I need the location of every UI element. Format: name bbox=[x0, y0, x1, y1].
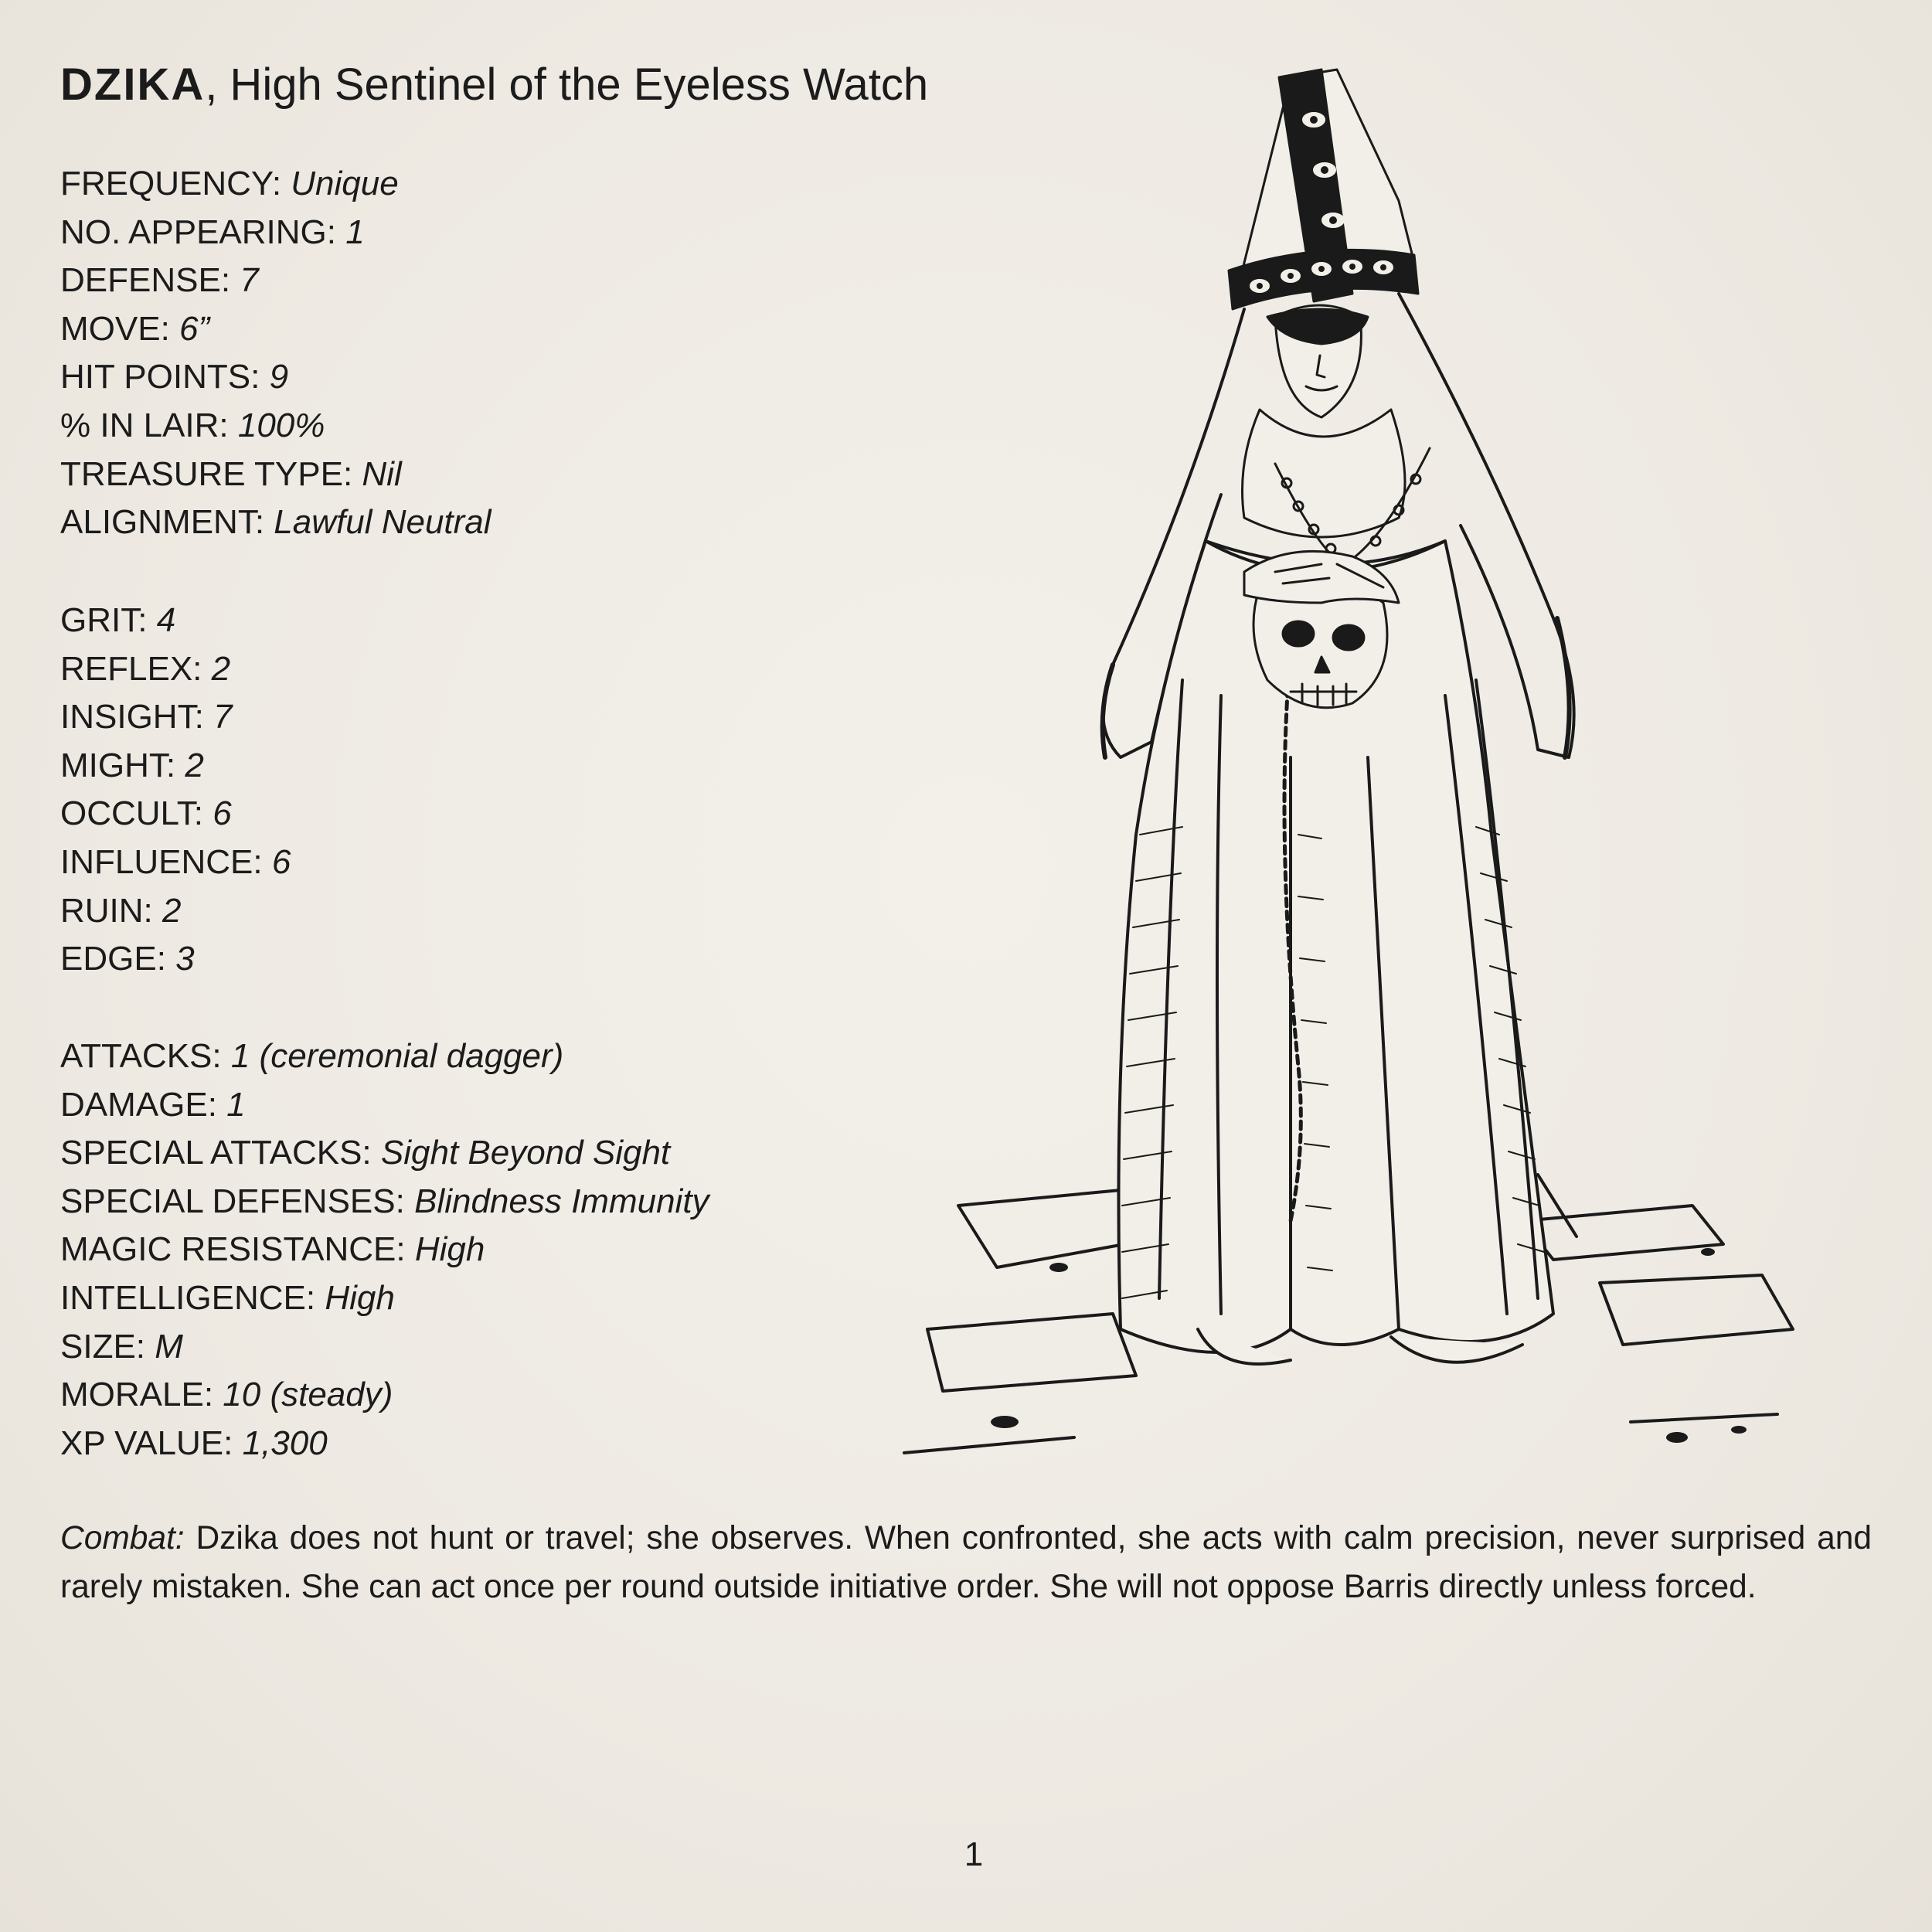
stat-row bbox=[60, 597, 988, 645]
page-number: 1 bbox=[964, 1835, 984, 1873]
stat-row bbox=[60, 498, 988, 547]
stat-value: 1 (ceremonial dagger) bbox=[230, 1037, 564, 1075]
stat-row bbox=[60, 1226, 988, 1274]
page-title bbox=[60, 54, 928, 116]
stat-row bbox=[60, 257, 988, 305]
stat-value: 6 bbox=[271, 842, 291, 881]
stat-row bbox=[60, 160, 988, 209]
stat-label: % IN LAIR: bbox=[60, 406, 238, 444]
stat-label: MOVE: bbox=[60, 309, 180, 348]
stat-label: TREASURE TYPE: bbox=[60, 454, 362, 493]
stat-value: 9 bbox=[269, 358, 289, 396]
stat-label: FREQUENCY: bbox=[60, 165, 291, 202]
stat-value: 100% bbox=[237, 406, 325, 444]
stat-row bbox=[60, 693, 988, 742]
stat-value: 4 bbox=[156, 601, 176, 639]
stat-value: 1 bbox=[226, 1085, 246, 1124]
stat-row bbox=[60, 451, 988, 499]
stat-value: Unique bbox=[291, 165, 399, 202]
stats-block-general bbox=[60, 160, 988, 547]
stat-row bbox=[60, 305, 988, 354]
stat-value: Lawful Neutral bbox=[274, 503, 492, 542]
face bbox=[1267, 305, 1368, 417]
stat-label: OCCULT: bbox=[60, 794, 213, 833]
stat-value: High bbox=[414, 1230, 485, 1269]
stat-row bbox=[60, 402, 988, 451]
stat-label: GRIT: bbox=[60, 601, 157, 639]
creature-name: DZIKA bbox=[60, 60, 206, 110]
stat-label: SPECIAL DEFENSES: bbox=[60, 1182, 415, 1220]
stat-label: REFLEX: bbox=[60, 649, 212, 688]
stat-value: 6” bbox=[179, 309, 210, 348]
stat-row bbox=[60, 935, 988, 984]
stat-row bbox=[60, 790, 988, 838]
stat-row bbox=[60, 1032, 988, 1081]
stat-label: MIGHT: bbox=[60, 746, 185, 784]
stat-label: ALIGNMENT: bbox=[60, 503, 274, 542]
stat-row bbox=[60, 645, 988, 694]
stat-value: 10 (steady) bbox=[223, 1376, 393, 1414]
stat-label: INFLUENCE: bbox=[60, 842, 272, 881]
stat-value: 7 bbox=[213, 698, 233, 736]
stat-value: M bbox=[155, 1327, 183, 1366]
stat-label: RUIN: bbox=[60, 891, 162, 930]
stats-block-combat bbox=[60, 1032, 988, 1468]
combat-description bbox=[60, 1515, 1872, 1611]
stat-row bbox=[60, 209, 988, 257]
creature-epithet: , High Sentinel of the Eyeless Watch bbox=[205, 60, 929, 110]
stat-label: MORALE: bbox=[60, 1376, 223, 1414]
stat-value: 1,300 bbox=[242, 1423, 328, 1462]
stat-value: 7 bbox=[240, 261, 259, 300]
wimple bbox=[1243, 410, 1406, 537]
stat-value: 2 bbox=[211, 649, 231, 688]
stat-label: SIZE: bbox=[60, 1327, 155, 1366]
stat-label: HIT POINTS: bbox=[60, 358, 270, 396]
stat-value: 6 bbox=[213, 794, 232, 833]
stat-row bbox=[60, 1081, 988, 1130]
stat-value: Nil bbox=[362, 454, 402, 493]
stat-label: DEFENSE: bbox=[60, 261, 240, 300]
stat-label: NO. APPEARING: bbox=[60, 213, 346, 251]
stat-row bbox=[60, 1420, 988, 1468]
stat-row bbox=[60, 1371, 988, 1420]
stat-row bbox=[60, 838, 988, 887]
stat-value: 2 bbox=[185, 746, 204, 784]
stat-row bbox=[60, 887, 988, 936]
stat-row bbox=[60, 1323, 988, 1372]
sentinel-illustration bbox=[858, 62, 1808, 1476]
stat-row bbox=[60, 1129, 988, 1178]
stat-label: EDGE: bbox=[60, 940, 176, 978]
stat-label: INSIGHT: bbox=[60, 698, 214, 736]
stat-row bbox=[60, 1178, 988, 1226]
stat-label: INTELLIGENCE: bbox=[60, 1278, 325, 1317]
stat-label: ATTACKS: bbox=[60, 1037, 231, 1075]
stat-row bbox=[60, 742, 988, 791]
stat-label: MAGIC RESISTANCE: bbox=[60, 1230, 415, 1269]
stat-value: High bbox=[325, 1278, 395, 1317]
stat-row bbox=[60, 1274, 988, 1323]
stat-row bbox=[60, 353, 988, 402]
stats-block-attributes bbox=[60, 597, 988, 984]
stat-label: XP VALUE: bbox=[60, 1423, 243, 1462]
stat-value: 3 bbox=[175, 940, 195, 978]
stat-value: 2 bbox=[162, 891, 182, 930]
stat-value: Blindness Immunity bbox=[414, 1182, 709, 1220]
combat-text: Dzika does not hunt or travel; she observes. When confronted, she acts with calm precision, never surprised and rarely mistaken. She can act once per round outside initiative order. She will not oppose Barris directly unless forced. bbox=[60, 1520, 1872, 1605]
hands bbox=[1244, 551, 1399, 603]
stat-label: SPECIAL ATTACKS: bbox=[60, 1134, 381, 1172]
stat-value: Sight Beyond Sight bbox=[380, 1134, 671, 1172]
stat-label: DAMAGE: bbox=[60, 1085, 227, 1124]
combat-label: Combat: bbox=[60, 1520, 185, 1556]
stat-value: 1 bbox=[345, 213, 365, 251]
